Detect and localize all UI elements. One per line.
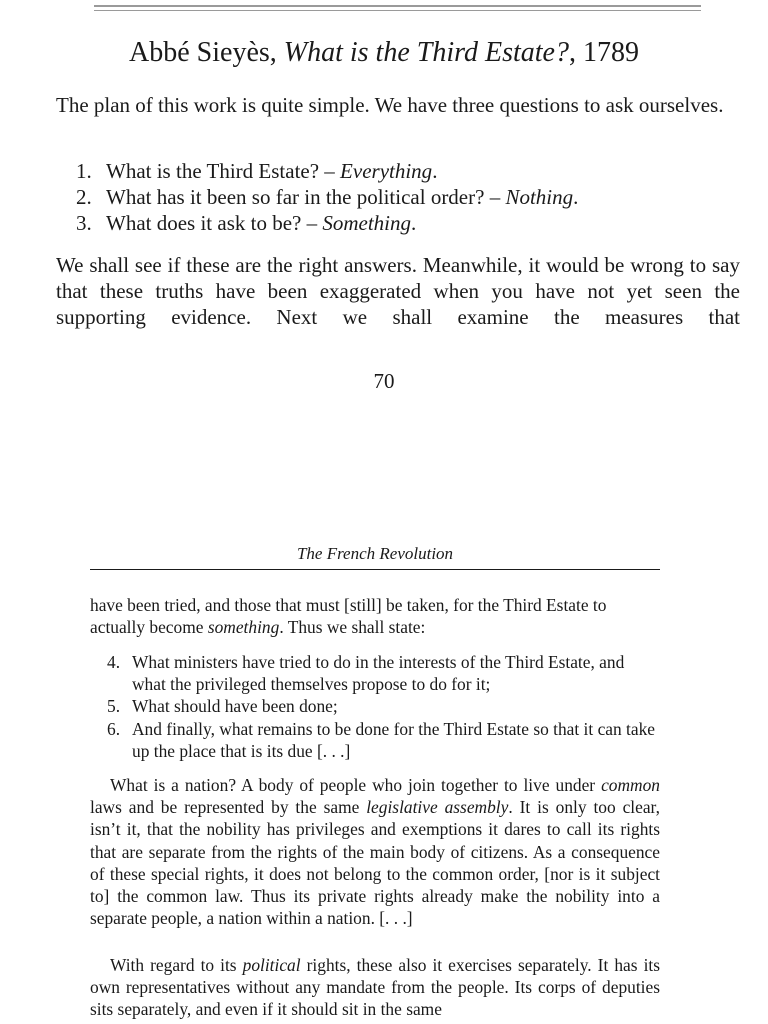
running-head-rule	[90, 569, 660, 570]
nation-paragraph: What is a nation? A body of people who join together to live under common laws and be represented by the same legislative assembly. It is only too clear, isn’t it, that the nobility has privileges and exemptions it dares to call its rights that are separate from the rights of the main body of citizens. As a consequence of these special rights, it does not belong to the common order, [nor is it subject to] the common law. Thus its private rights already make the nobility into a separate people, a nation within a nation. [. . .]	[90, 775, 660, 929]
political-paragraph: With regard to its political rights, these also it exercises separately. It has its own representatives without any mandate from the people. Its corps of deputies sits separately, and even if it should sit in the same	[90, 955, 661, 1020]
measures-list	[107, 651, 660, 762]
title-work: What is the Third Estate?	[283, 37, 569, 68]
question-list	[76, 158, 736, 236]
list-item: 3. What does it ask to be? – Something.	[76, 211, 417, 235]
continuation-paragraph: have been tried, and those that must [still] be taken, for the Third Estate to actually become something. Thus we shall state:	[90, 595, 607, 638]
list-item: 2. What has it been so far in the political order? – Nothing.	[76, 185, 579, 209]
list-item: 6. And finally, what remains to be done for the Third Estate so that it can take up the place that is its due [. . .]	[107, 718, 656, 761]
running-head: The French Revolution	[296, 544, 454, 563]
top-rule	[94, 5, 701, 7]
title-year: , 1789	[568, 37, 639, 68]
after-paragraph: We shall see if these are the right answers. Meanwhile, it would be wrong to say that these truths have been exaggerated when you have not yet seen the supporting evidence. Next we shall examine the measures that	[56, 253, 740, 329]
list-item: 5. What should have been done;	[107, 696, 338, 717]
intro-paragraph: The plan of this work is quite simple. We have three questions to ask ourselves.	[56, 93, 724, 117]
list-item: 1. What is the Third Estate? – Everything.	[76, 159, 438, 183]
title-author: Abbé Sieyès,	[129, 37, 284, 68]
list-item: 4. What ministers have tried to do in the interests of the Third Estate, and what the privileged themselves propose to do for it;	[107, 652, 625, 695]
top-rule-thin	[94, 10, 701, 11]
page-number: 70	[373, 369, 395, 393]
page-title	[0, 34, 768, 72]
